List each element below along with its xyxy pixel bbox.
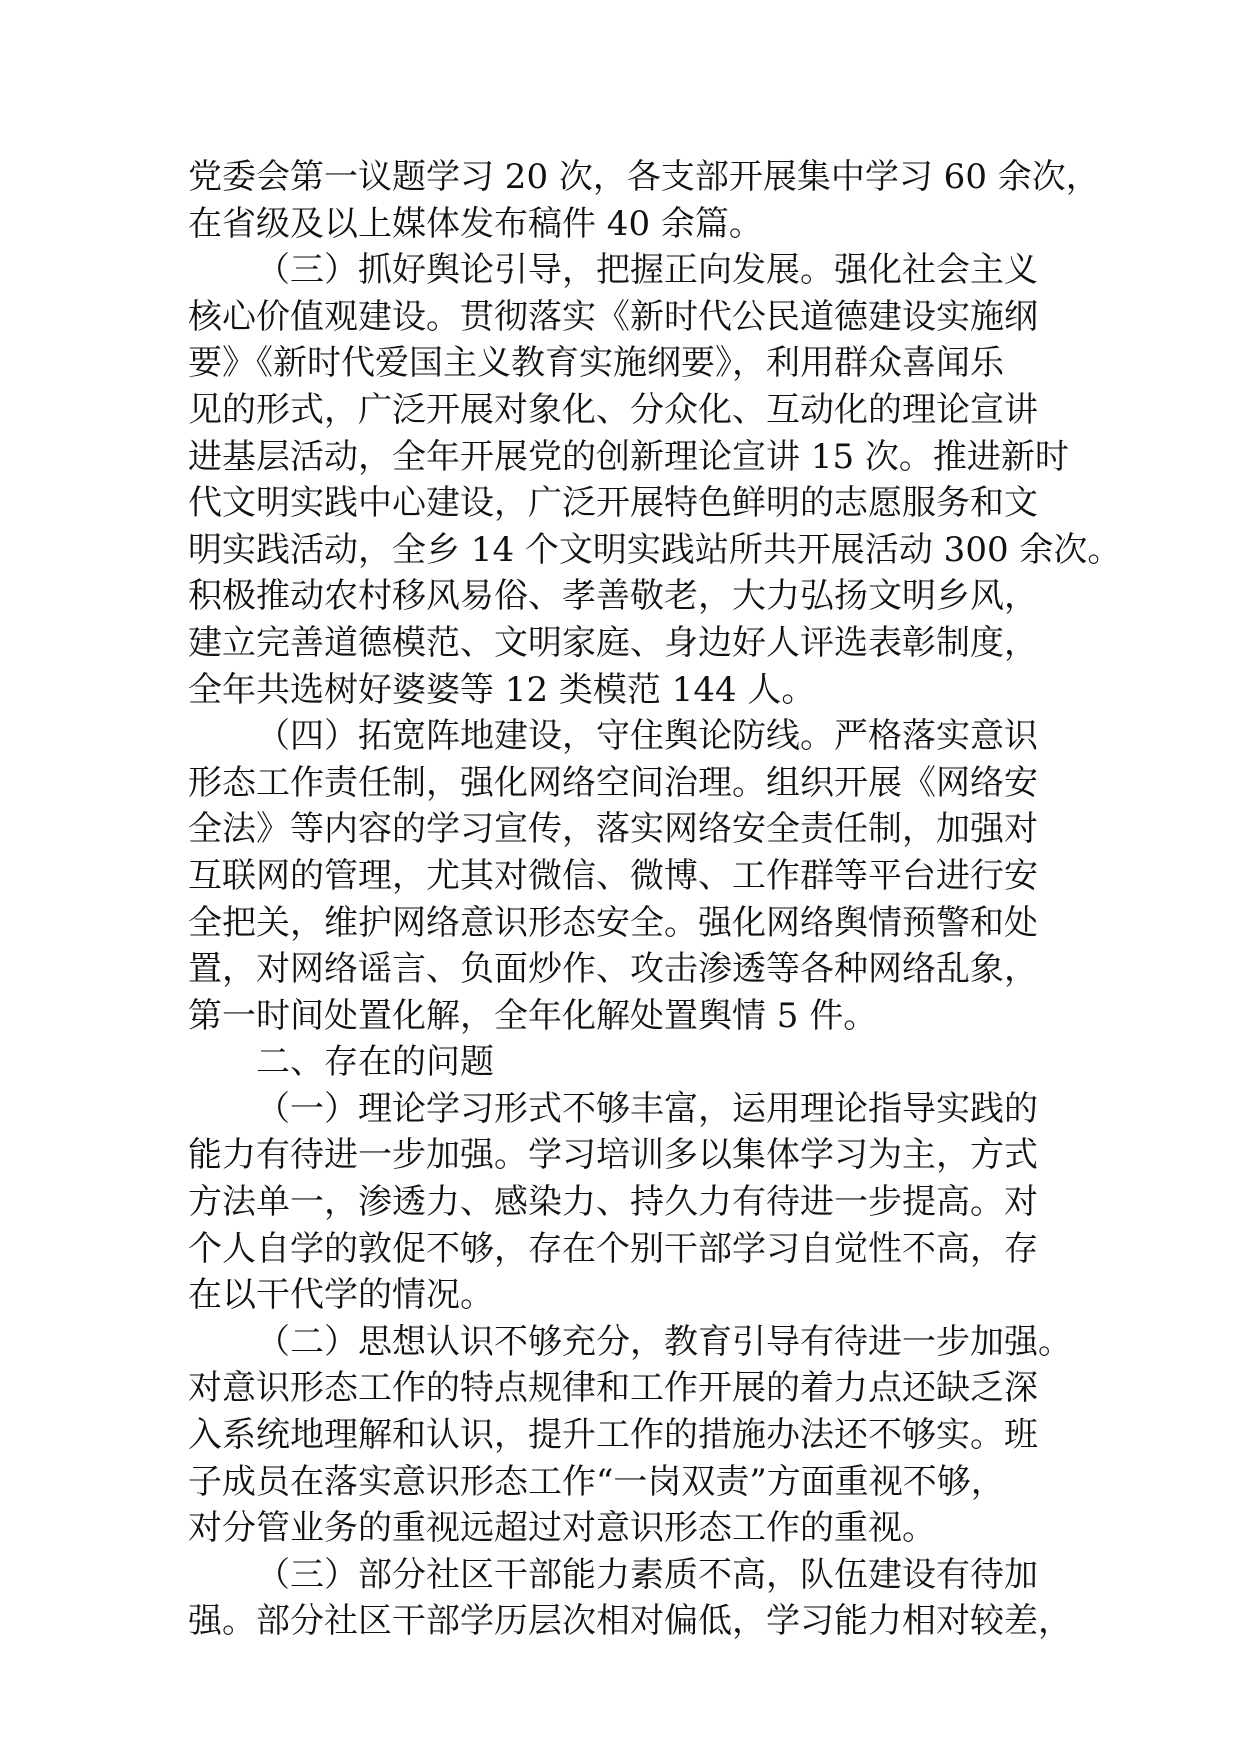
text-line: 子成员在落实意识形态工作“一岗双责”方面重视不够， xyxy=(188,1461,1005,1502)
text-line: 全年共选树好婆婆等 12 类模范 144 人。 xyxy=(188,669,816,710)
text-line: 方法单一，渗透力、感染力、持久力有待进一步提高。对 xyxy=(188,1182,1038,1223)
text-line: 在省级及以上媒体发布稿件 40 余篇。 xyxy=(188,203,763,244)
document-page xyxy=(188,154,1122,1645)
text-line: 代文明实践中心建设，广泛开展特色鲜明的志愿服务和文 xyxy=(188,483,1038,524)
text-line: 进基层活动，全年开展党的创新理论宣讲 15 次。推进新时 xyxy=(188,436,1069,477)
text-line: （四）拓宽阵地建设，守住舆论防线。严格落实意识 xyxy=(256,716,1038,757)
heading-line: 二、存在的问题 xyxy=(256,1042,494,1083)
text-line: 对意识形态工作的特点规律和工作开展的着力点还缺乏深 xyxy=(188,1368,1038,1409)
section-heading xyxy=(188,1039,1068,1086)
text-line: 入系统地理解和认识，提升工作的措施办法还不够实。班 xyxy=(188,1415,1038,1456)
text-line: 个人自学的敦促不够，存在个别干部学习自觉性不高，存 xyxy=(188,1228,1038,1269)
text-line: 全把关，维护网络意识形态安全。强化网络舆情预警和处 xyxy=(188,902,1038,943)
text-line: 全法》等内容的学习宣传，落实网络安全责任制，加强对 xyxy=(188,809,1038,850)
text-line: （二）思想认识不够充分，教育引导有待进一步加强。 xyxy=(256,1321,1072,1362)
text-line: 在以干代学的情况。 xyxy=(188,1275,494,1316)
text-line: 置，对网络谣言、负面炒作、攻击渗透等各种网络乱象， xyxy=(188,949,1038,990)
text-line: 见的形式，广泛开展对象化、分众化、互动化的理论宣讲 xyxy=(188,389,1038,430)
text-line: 第一时间处置化解，全年化解处置舆情 5 件。 xyxy=(188,995,878,1036)
text-line: 强。部分社区干部学历层次相对偏低，学习能力相对较差， xyxy=(188,1601,1072,1642)
paragraph-section-4 xyxy=(188,713,1068,1039)
text-line: （一）理论学习形式不够丰富，运用理论指导实践的 xyxy=(256,1088,1038,1129)
text-line: 建立完善道德模范、文明家庭、身边好人评选表彰制度， xyxy=(188,622,1038,663)
text-line: 对分管业务的重视远超过对意识形态工作的重视。 xyxy=(188,1508,936,1549)
text-line: 互联网的管理，尤其对微信、微博、工作群等平台进行安 xyxy=(188,855,1038,896)
text-line: 明实践活动，全乡 14 个文明实践站所共开展活动 300 余次。 xyxy=(188,529,1122,570)
text-line: 积极推动农村移风易俗、孝善敬老，大力弘扬文明乡风， xyxy=(188,576,1038,617)
text-line: （三）部分社区干部能力素质不高，队伍建设有待加 xyxy=(256,1554,1038,1595)
text-line: 要》《新时代爱国主义教育实施纲要》，利用群众喜闻乐 xyxy=(188,343,1004,384)
text-line: 形态工作责任制，强化网络空间治理。组织开展《网络安 xyxy=(188,762,1038,803)
paragraph-continuation xyxy=(188,154,1100,247)
text-line: 核心价值观建设。贯彻落实《新时代公民道德建设实施纲 xyxy=(188,296,1038,337)
paragraph-problem-3 xyxy=(188,1552,1072,1645)
paragraph-problem-1 xyxy=(188,1086,1068,1319)
text-line: （三）抓好舆论引导，把握正向发展。强化社会主义 xyxy=(256,250,1038,291)
text-line: 党委会第一议题学习 20 次，各支部开展集中学习 60 余次， xyxy=(188,157,1100,197)
text-line: 能力有待进一步加强。学习培训多以集体学习为主，方式 xyxy=(188,1135,1038,1176)
paragraph-section-3 xyxy=(188,247,1122,713)
paragraph-problem-2 xyxy=(188,1319,1072,1552)
